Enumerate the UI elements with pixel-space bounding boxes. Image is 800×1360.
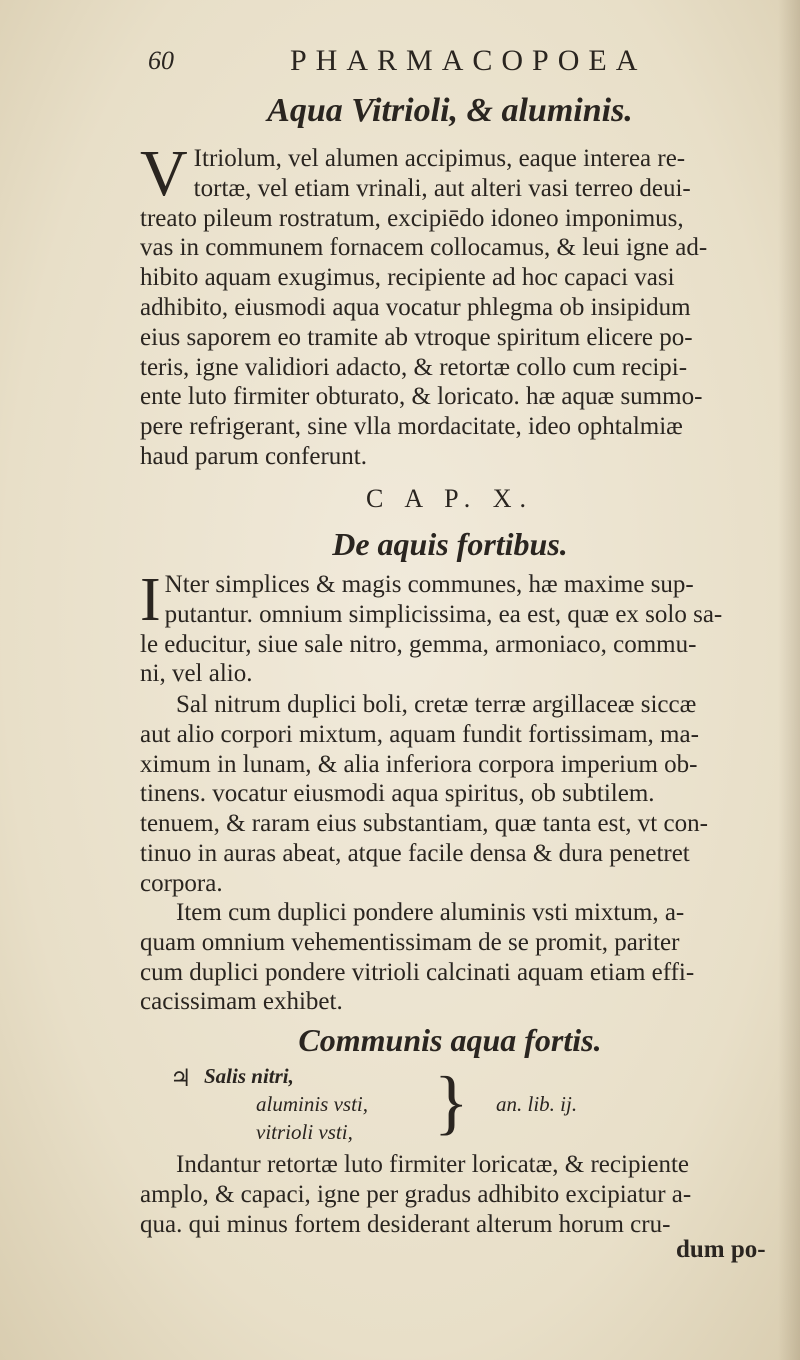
recipe-ingredient: aluminis vsti,	[256, 1092, 369, 1116]
text-line: vas in communem fornacem collocamus, & leui igne ad-	[140, 234, 708, 262]
page-gutter-shadow	[778, 0, 800, 1360]
recipe-block	[170, 1062, 730, 1154]
paragraph-sal-nitrum	[140, 690, 770, 899]
chapter-heading: C A P. X.	[365, 484, 535, 513]
text-line: ximum in lunam, & alia inferiora corpora imperium ob-	[140, 750, 698, 778]
text-line: putantur. omnium simplicissima, ea est, quæ ex solo sa-	[164, 600, 723, 628]
section-title: Aqua Vitrioli, & aluminis.	[267, 92, 633, 129]
text-line: le educitur, siue sale nitro, gemma, armoniaco, commu-	[140, 630, 697, 658]
paragraph-indantur	[140, 1150, 770, 1239]
running-head	[140, 42, 760, 82]
recipe-ingredient: Salis nitri,	[204, 1064, 294, 1088]
text-line: tinuo in auras abeat, atque facile densa & dura penetret	[140, 839, 690, 867]
text-line: Item cum duplici pondere aluminis vsti mixtum, a-	[176, 899, 685, 926]
text-line: hibito aquam exugimus, recipiente ad hoc capaci vasi	[140, 264, 675, 292]
text-line: adhibito, eiusmodi aqua vocatur phlegma ob insipidum	[140, 293, 691, 321]
text-line: amplo, & capaci, igne per gradus adhibito excipiatur a-	[140, 1180, 692, 1208]
page-number: 60	[148, 46, 174, 75]
text-line: cum duplici pondere vitrioli calcinati aquam etiam effi-	[140, 958, 695, 986]
text-line: tinens. vocatur eiusmodi aqua spiritus, ob subtilem.	[140, 780, 655, 808]
text-line: haud parum conferunt.	[140, 442, 368, 470]
text-line: corpora.	[140, 869, 223, 897]
text-line: quam omnium vehementissimam de se promit, pariter	[140, 928, 680, 956]
text-line: aut alio corpori mixtum, aquam fundit fortissimam, ma-	[140, 720, 699, 748]
text-line: qua. qui minus fortem desiderant alterum horum cru-	[140, 1210, 671, 1238]
text-line: teris, igne validiori adacto, & retortæ collo cum recipi-	[140, 353, 688, 381]
running-title: PHARMACOPOEA	[290, 44, 647, 77]
recipe-title: Communis aqua fortis.	[298, 1022, 602, 1058]
drop-cap: V	[140, 137, 188, 210]
text-line: tortæ, vel etiam vrinali, aut alteri vasi terreo deui-	[193, 174, 691, 202]
chapter-subtitle: De aquis fortibus.	[332, 526, 568, 562]
paragraph-item	[140, 898, 770, 1017]
text-line: eius saporem eo tramite ab vtroque spiritum elicere po-	[140, 323, 693, 351]
recipe-symbol: ♃	[170, 1066, 192, 1092]
paragraph-aquis-fortibus	[140, 566, 770, 689]
text-line: pere refrigerant, sine vlla mordacitate, ideo ophtalmiæ	[140, 413, 683, 441]
text-line: Indantur retortæ luto firmiter loricatæ, & recipiente	[176, 1151, 690, 1178]
text-line: cacissimam exhibet.	[140, 988, 343, 1016]
drop-cap: I	[140, 566, 161, 634]
text-line: Sal nitrum duplici boli, cretæ terræ argillaceæ siccæ	[176, 691, 697, 718]
text-line: ni, vel alio.	[140, 660, 253, 688]
text-line: treato pileum rostratum, excipiēdo idoneo imponimus,	[140, 204, 684, 232]
paragraph-vitriol	[140, 137, 770, 472]
catchword: dum po-	[676, 1236, 766, 1263]
text-line: Nter simplices & magis communes, hæ maxime sup-	[164, 571, 694, 598]
recipe-ingredient: vitrioli vsti,	[256, 1120, 353, 1144]
recipe-quantity: an. lib. ij.	[496, 1092, 578, 1116]
recipe-brace: }	[434, 1062, 469, 1142]
text-line: Itriolum, vel alumen accipimus, eaque interea re-	[193, 145, 686, 172]
text-line: ente luto firmiter obturato, & loricato. hæ aquæ summo-	[140, 383, 703, 411]
text-line: tenuem, & raram eius substantiam, quæ tanta est, vt con-	[140, 810, 708, 838]
